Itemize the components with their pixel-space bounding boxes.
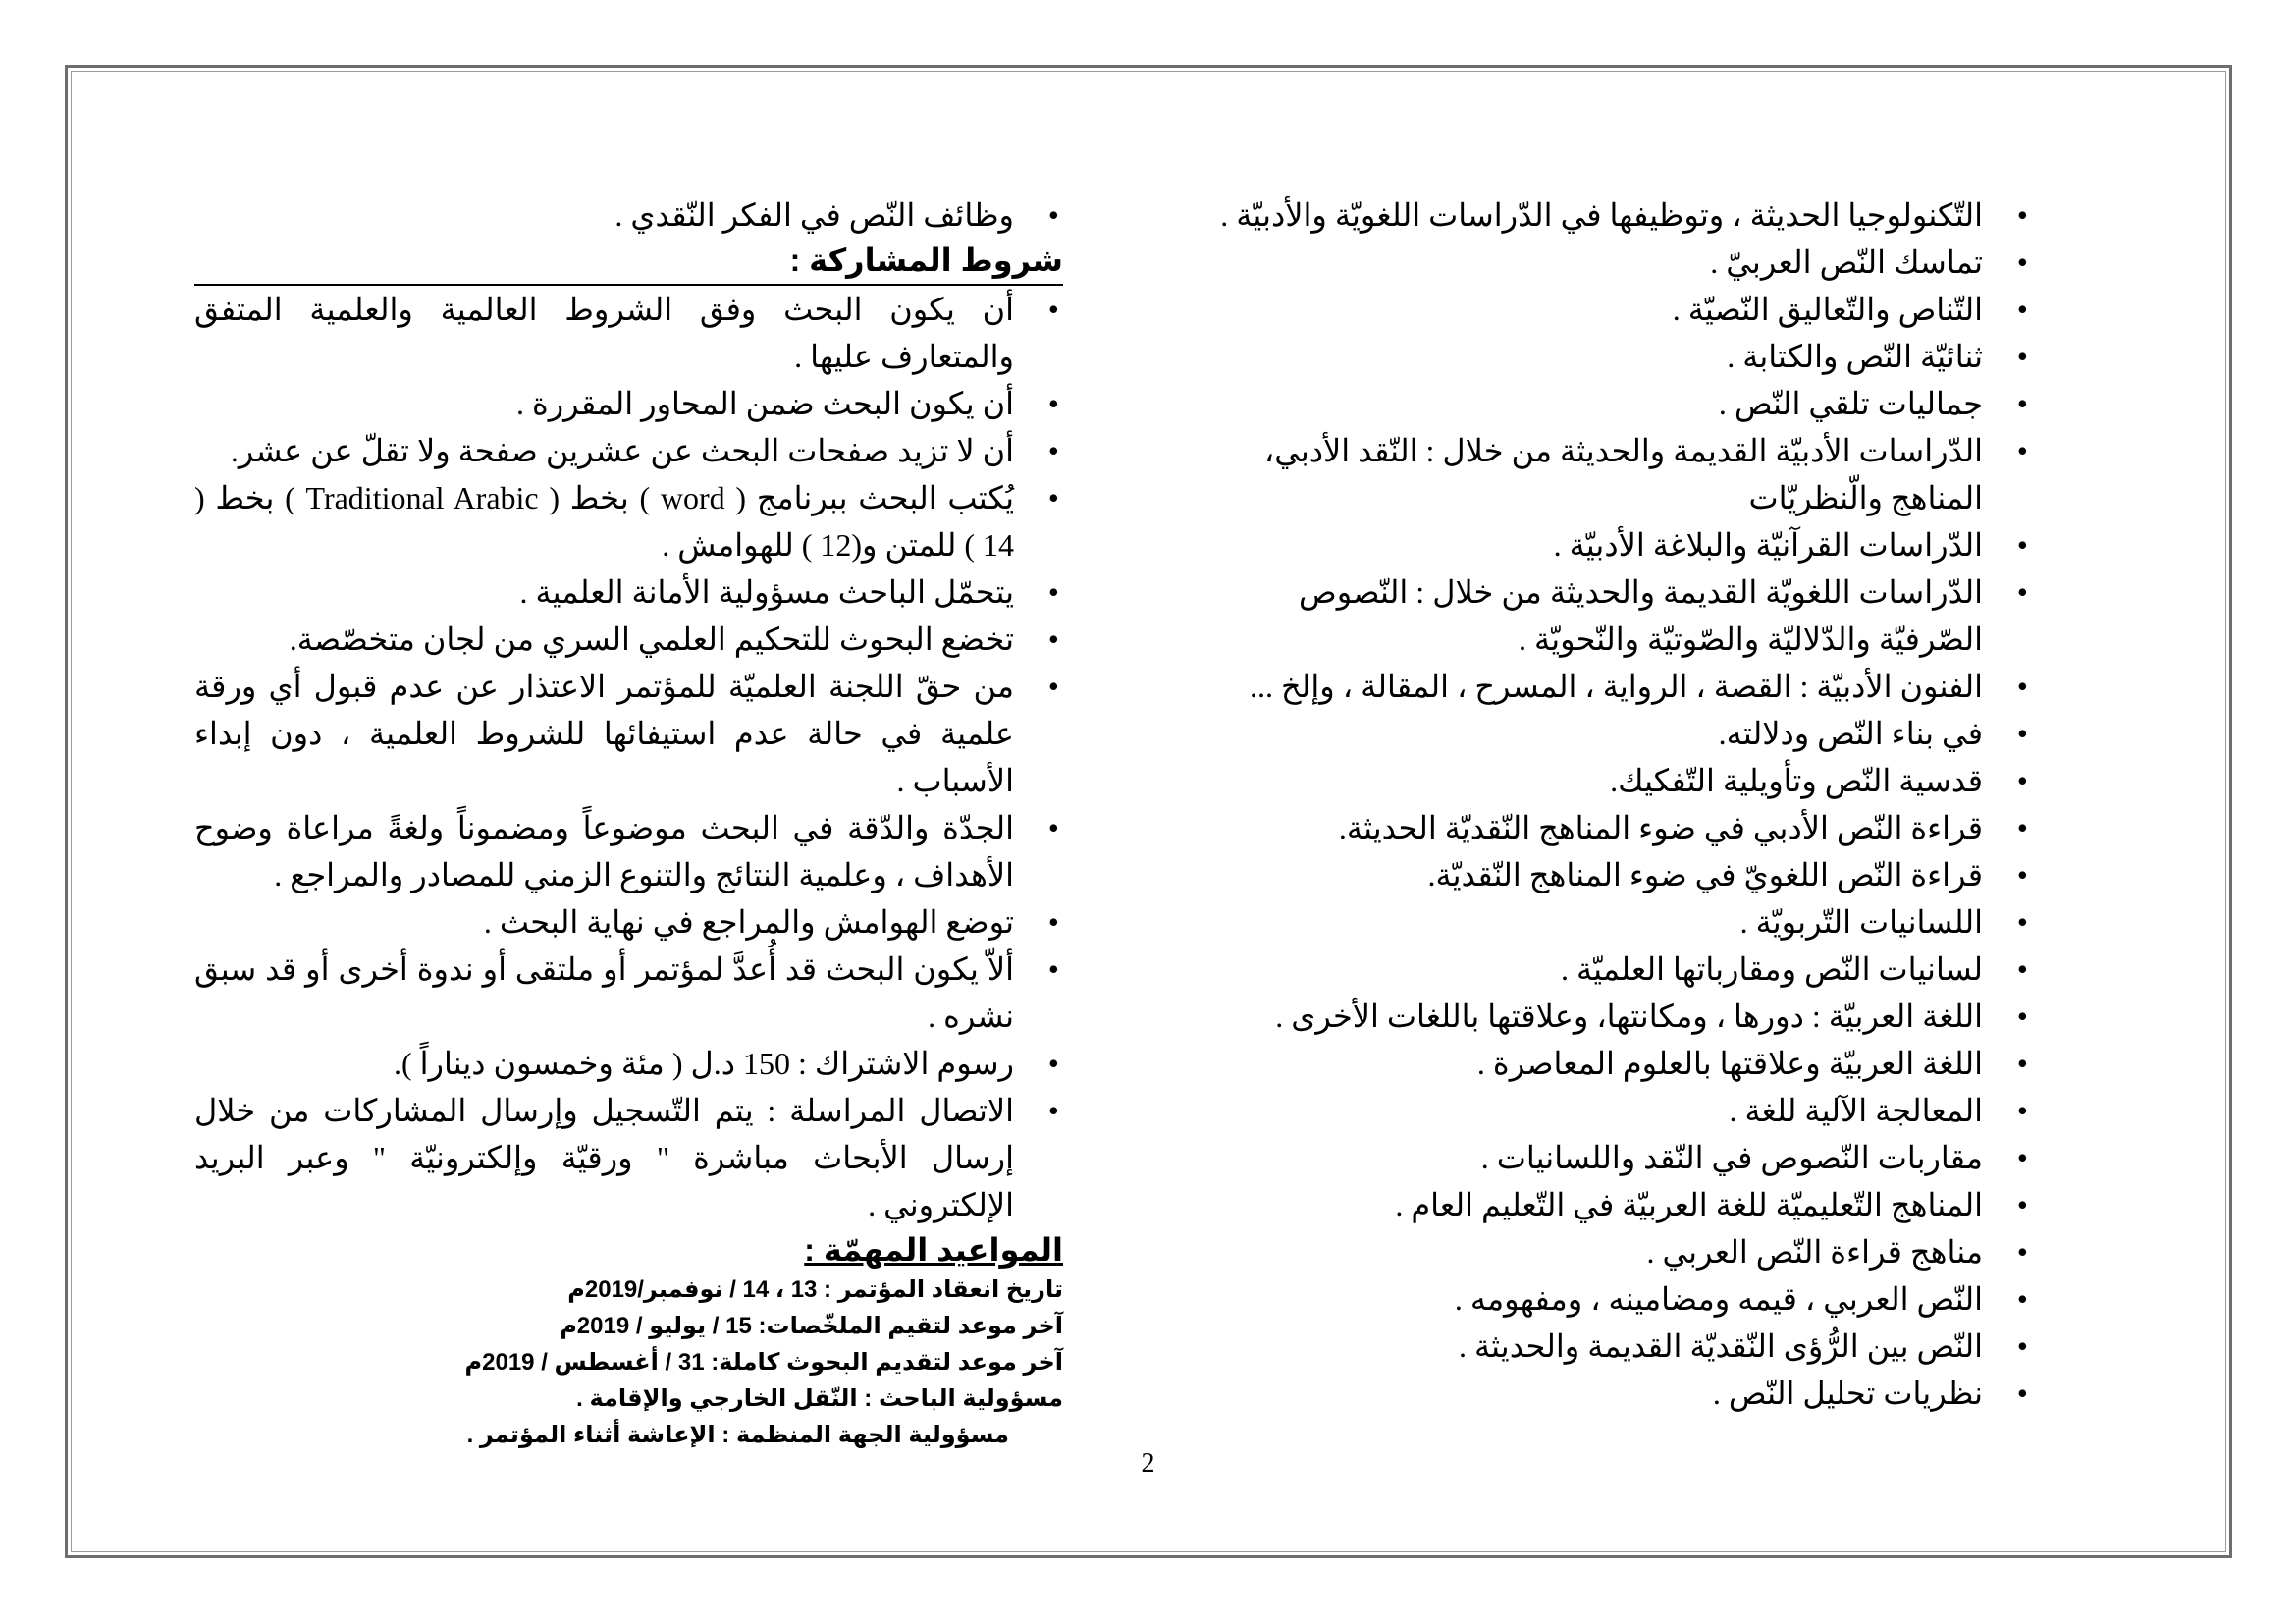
list-item: • قراءة النّص الأدبي في ضوء المناهج النّقديّة الحديثة. xyxy=(1193,804,2032,851)
dates-heading: المواعيد المهمّة : xyxy=(804,1232,1063,1268)
list-item: • المناهج التّعليميّة للغة العربيّة في التّعليم العام . xyxy=(1193,1181,2032,1228)
list-item: • رسوم الاشتراك : 150 د.ل ( مئة وخمسون ديناراً ). xyxy=(194,1040,1063,1087)
list-item: • ثنائيّة النّص والكتابة . xyxy=(1193,333,2032,380)
date-line: مسؤولية الجهة المنظمة : الإعاشة أثناء المؤتمر . xyxy=(466,1422,1009,1448)
list-item: • تخضع البحوث للتحكيم العلمي السري من لجان متخصّصة. xyxy=(194,616,1063,663)
list-item: • مناهج قراءة النّص العربي . xyxy=(1193,1228,2032,1275)
list-item: • في بناء النّص ودلالته. xyxy=(1193,710,2032,757)
list-item: • توضع الهوامش والمراجع في نهاية البحث . xyxy=(194,898,1063,946)
list-item: • الدّراسات اللغويّة القديمة والحديثة من خلال : النّصوص الصّرفيّة والدّلاليّة والصّوتيّة والنّحويّة . xyxy=(1193,568,2032,663)
list-item: • التّناص والتّعاليق النّصيّة . xyxy=(1193,286,2032,333)
list-item: • اللغة العربيّة وعلاقتها بالعلوم المعاصرة . xyxy=(1193,1040,2032,1087)
list-item: • أن لا تزيد صفحات البحث عن عشرين صفحة ولا تقلّ عن عشر. xyxy=(194,427,1063,474)
list-item: • النّص بين الرُّؤى النّقديّة القديمة والحديثة . xyxy=(1193,1323,2032,1370)
list-item: • يُكتب البحث ببرنامج ( word ) بخط ( Traditional Arabic ) بخط ( 14 ) للمتن و(12 ) للهوامش . xyxy=(194,474,1063,568)
topics-list xyxy=(1193,191,2032,1417)
list-item: • لسانيات النّص ومقارباتها العلميّة . xyxy=(1193,946,2032,993)
date-line: تاريخ انعقاد المؤتمر : 13 ، 14 / نوفمبر/2019م xyxy=(567,1276,1063,1303)
list-item: • قدسية النّص وتأويلية التّفكيك. xyxy=(1193,757,2032,804)
date-line: آخر موعد لتقيم الملخّصات: 15 / يوليو / 2019م xyxy=(560,1313,1063,1339)
list-item: • الاتصال المراسلة : يتم التّسجيل وإرسال المشاركات من خلال إرسال الأبحاث مباشرة " ورقيّة وإلكترونيّة " وعبر البريد الإلكتروني . xyxy=(194,1087,1063,1228)
list-item: • الجدّة والدّقة في البحث موضوعاً ومضموناً ولغةً مراعاة وضوح الأهداف ، وعلمية النتائج والتنوع الزمني للمصادر والمراجع . xyxy=(194,804,1063,898)
list-item: • مقاربات النّصوص في النّقد واللسانيات . xyxy=(1193,1134,2032,1181)
list-item: • من حقّ اللجنة العلميّة للمؤتمر الاعتذار عن عدم قبول أي ورقة علمية في حالة عدم استيفائها للشروط العلمية ، دون إبداء الأسباب . xyxy=(194,663,1063,804)
list-item: • التّكنولوجيا الحديثة ، وتوظيفها في الدّراسات اللغويّة والأدبيّة . xyxy=(1193,191,2032,239)
list-item: • الفنون الأدبيّة : القصة ، الرواية ، المسرح ، المقالة ، وإلخ ... xyxy=(1193,663,2032,710)
list-item: • تماسك النّص العربيّ . xyxy=(1193,239,2032,286)
conditions-list xyxy=(194,286,1063,1228)
conditions-heading: شروط المشاركة : xyxy=(194,239,1063,286)
list-item: • أن يكون البحث ضمن المحاور المقررة . xyxy=(194,380,1063,427)
conditions-column xyxy=(194,191,1063,1453)
list-item: • جماليات تلقي النّص . xyxy=(1193,380,2032,427)
list-item: • أن يكون البحث وفق الشروط العالمية والعلمية المتفق والمتعارف عليها . xyxy=(194,286,1063,380)
topics-column xyxy=(1193,191,2032,1417)
date-line: آخر موعد لتقديم البحوث كاملة: 31 / أغسطس / 2019م xyxy=(464,1349,1063,1376)
list-item: • وظائف النّص في الفكر النّقدي . xyxy=(194,191,1063,239)
list-item: • ألاّ يكون البحث قد أُعدَّ لمؤتمر أو ملتقى أو ندوة أخرى أو قد سبق نشره . xyxy=(194,946,1063,1040)
list-item: • نظريات تحليل النّص . xyxy=(1193,1370,2032,1417)
topics-continued xyxy=(194,191,1063,239)
list-item: • يتحمّل الباحث مسؤولية الأمانة العلمية . xyxy=(194,568,1063,616)
list-item: • النّص العربي ، قيمه ومضامينه ، ومفهومه . xyxy=(1193,1275,2032,1323)
dates-list xyxy=(194,1272,1063,1453)
list-item: • قراءة النّص اللغويّ في ضوء المناهج النّقديّة. xyxy=(1193,851,2032,898)
list-item: • الدّراسات القرآنيّة والبلاغة الأدبيّة . xyxy=(1193,521,2032,568)
list-item: • المعالجة الآلية للغة . xyxy=(1193,1087,2032,1134)
list-item: • اللغة العربيّة : دورها ، ومكانتها، وعلاقتها باللغات الأخرى . xyxy=(1193,993,2032,1040)
date-line: مسؤولية الباحث : النّقل الخارجي والإقامة . xyxy=(576,1385,1063,1412)
page-number: 2 xyxy=(1141,1448,1155,1479)
list-item: • اللسانيات التّربويّة . xyxy=(1193,898,2032,946)
list-item: • الدّراسات الأدبيّة القديمة والحديثة من خلال : النّقد الأدبي، المناهج والّنظريّات xyxy=(1193,427,2032,521)
